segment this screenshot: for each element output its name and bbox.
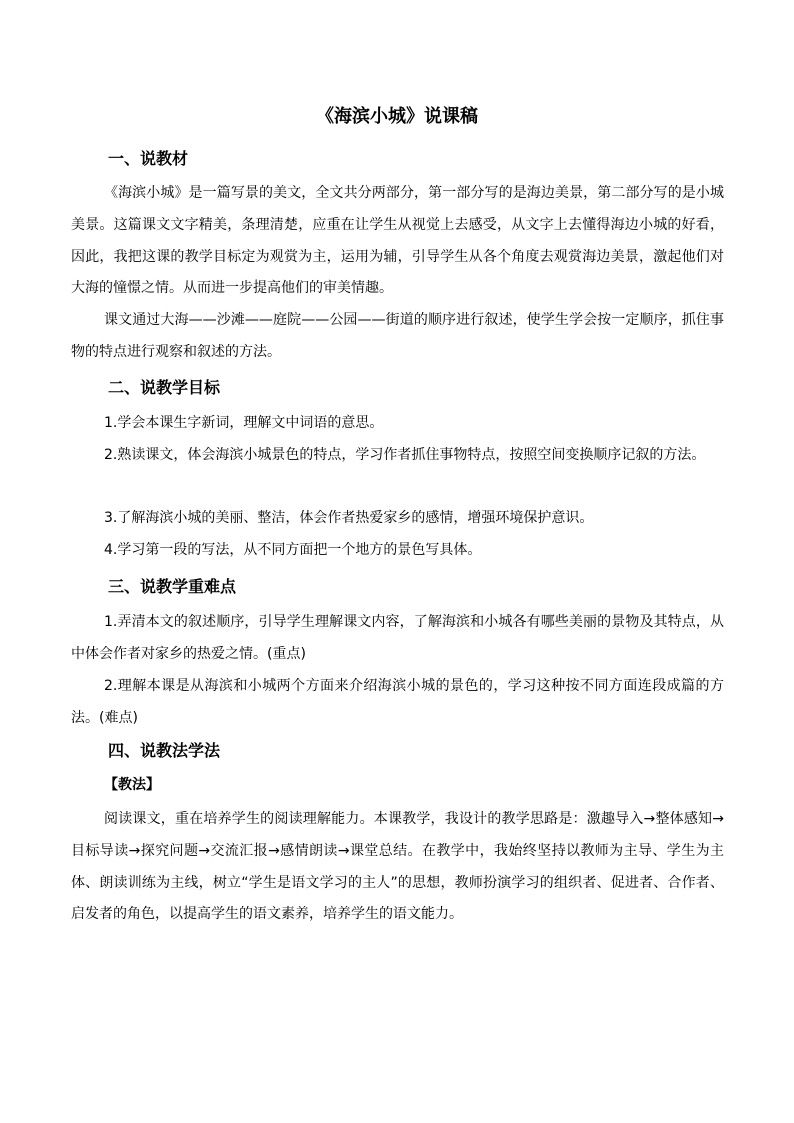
paragraph-teaching-method: 阅读课文，重在培养学生的阅读理解能力。本课教学，我设计的教学思路是：激趣导入→整体感知→目标导读→探究问题→交流汇报→感情朗读→课堂总结。在教学中，我始终坚持以教师为主导、学生为主体、朗读训练为主线，树立“学生是语文学习的主人”的思想，教师扮演学习的组织者、促进者、合作者、启发者的角色，以提高学生的语文素养，培养学生的语文能力。 (71, 811, 724, 923)
paragraph-textbook-order: 课文通过大海——沙滩——庭院——公园——街道的顺序进行叙述，使学生学会按一定顺序，抓住事物的特点进行观察和叙述的方法。 (71, 312, 724, 360)
goal-item-4: 4.学习第一段的写法，从不同方面把一个地方的景色写具体。 (104, 542, 482, 558)
section-heading-1: 一、说教材 (108, 149, 189, 168)
key-point-item-1: 1.弄清本文的叙述顺序，引导学生理解课文内容，了解海滨和小城各有哪些美丽的景物及其特点，从中体会作者对家乡的热爱之情。(重点) (71, 614, 724, 662)
section-heading-3: 三、说教学重难点 (108, 577, 237, 596)
section-heading-4: 四、说教法学法 (108, 741, 221, 760)
goal-item-3: 3.了解海滨小城的美丽、整洁，体会作者热爱家乡的感情，增强环境保护意识。 (104, 510, 594, 526)
paragraph-textbook-intro: 《海滨小城》是一篇写景的美文，全文共分两部分，第一部分写的是海边美景，第二部分写的是小城美景。这篇课文文字精美，条理清楚，应重在让学生从视觉上去感受，从文字上去懂得海边小城的好看，因此，我把这课的教学目标定为观赏为主，运用为辅，引导学生从各个角度去观赏海边美景，激起他们对大海的憧憬之情。从而进一步提高他们的审美情趣。 (71, 185, 724, 297)
goal-item-1: 1.学会本课生字新词，理解文中词语的意思。 (104, 415, 384, 431)
page-title: 《海滨小城》说课稿 (316, 106, 478, 127)
goal-item-2: 2.熟读课文，体会海滨小城景色的特点，学习作者抓住事物特点，按照空间变换顺序记叙的方法。 (104, 447, 706, 463)
key-point-item-2: 2.理解本课是从海滨和小城两个方面来介绍海滨小城的景色的，学习这种按不同方面连段成篇的方法。(难点) (71, 678, 724, 726)
subheading-teaching-method: 【教法】 (104, 777, 160, 793)
section-heading-2: 二、说教学目标 (108, 378, 221, 397)
